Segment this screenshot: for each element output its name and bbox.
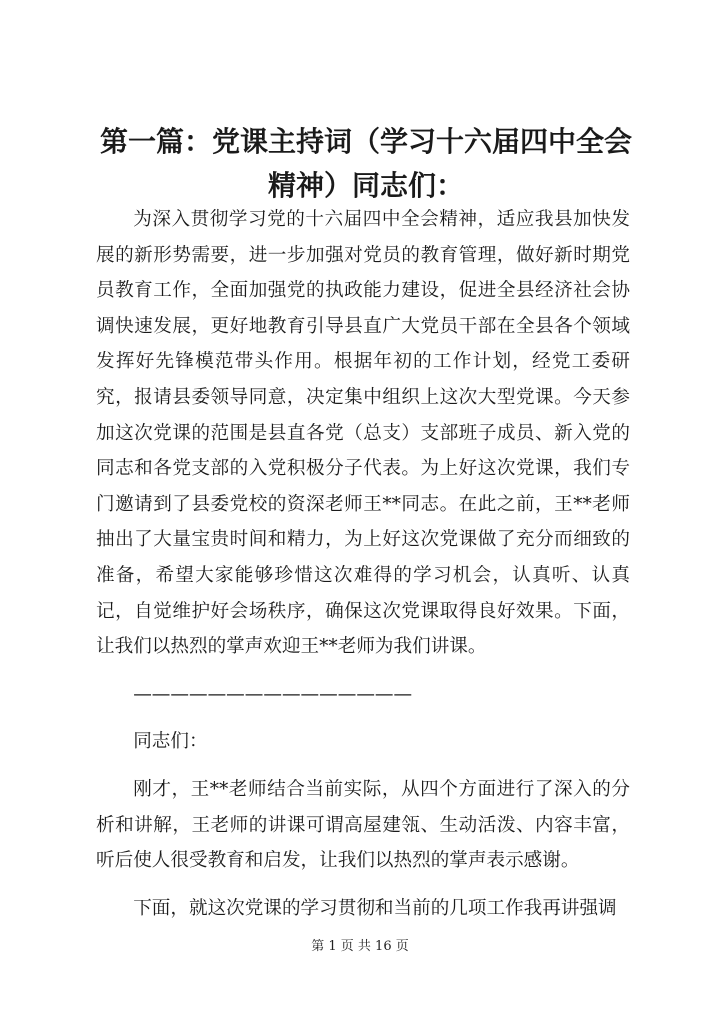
- body-greeting: 同志们：: [133, 731, 208, 753]
- body-paragraph-thanks: 刚才，王**老师结合当前实际，从四个方面进行了深入的分析和讲解，王老师的讲课可谓高屋建瓴、生动活泼、内容丰富，听后使人很受教育和启发，让我们以热烈的掌声表示感谢。: [96, 778, 630, 872]
- paragraph-spacer: [96, 712, 630, 724]
- paragraph-spacer: [96, 760, 630, 772]
- section-divider: ———————————————: [133, 683, 413, 705]
- document-body: [96, 202, 630, 926]
- body-paragraph-intro: 为深入贯彻学习党的十六届四中全会精神，适应我县加快发展的新形势需要，进一步加强对党员的教育管理，做好新时期党员教育工作，全面加强党的执政能力建设，促进全县经济社会协调快速发展，更好地教育引导县直广大党员干部在全县各个领域发挥好先锋模范带头作用。根据年初的工作计划，经党工委研究，报请县委领导同意，决定集中组织上这次大型党课。今天参加这次党课的范围是县直各党（总支）支部班子成员、新入党的同志和各党支部的入党积极分子代表。为上好这次党课，我们专门邀请到了县委党校的资深老师王**同志。在此之前，王**老师抽出了大量宝贵时间和精力，为上好这次党课做了充分而细致的准备，希望大家能够珍惜这次难得的学习机会，认真听、认真记，自觉维护好会场秩序，确保这次党课取得良好效果。下面，让我们以热烈的掌声欢迎王**老师为我们讲课。: [96, 209, 630, 658]
- paragraph-spacer: [96, 879, 630, 891]
- page-footer: 第 1 页 共 16 页: [311, 939, 409, 954]
- paragraph-spacer: [96, 665, 630, 677]
- body-paragraph-next: 下面，就这次党课的学习贯彻和当前的几项工作我再讲强调: [133, 897, 617, 919]
- document-title: 第一篇：党课主持词（学习十六届四中全会精神）同志们：: [99, 125, 632, 202]
